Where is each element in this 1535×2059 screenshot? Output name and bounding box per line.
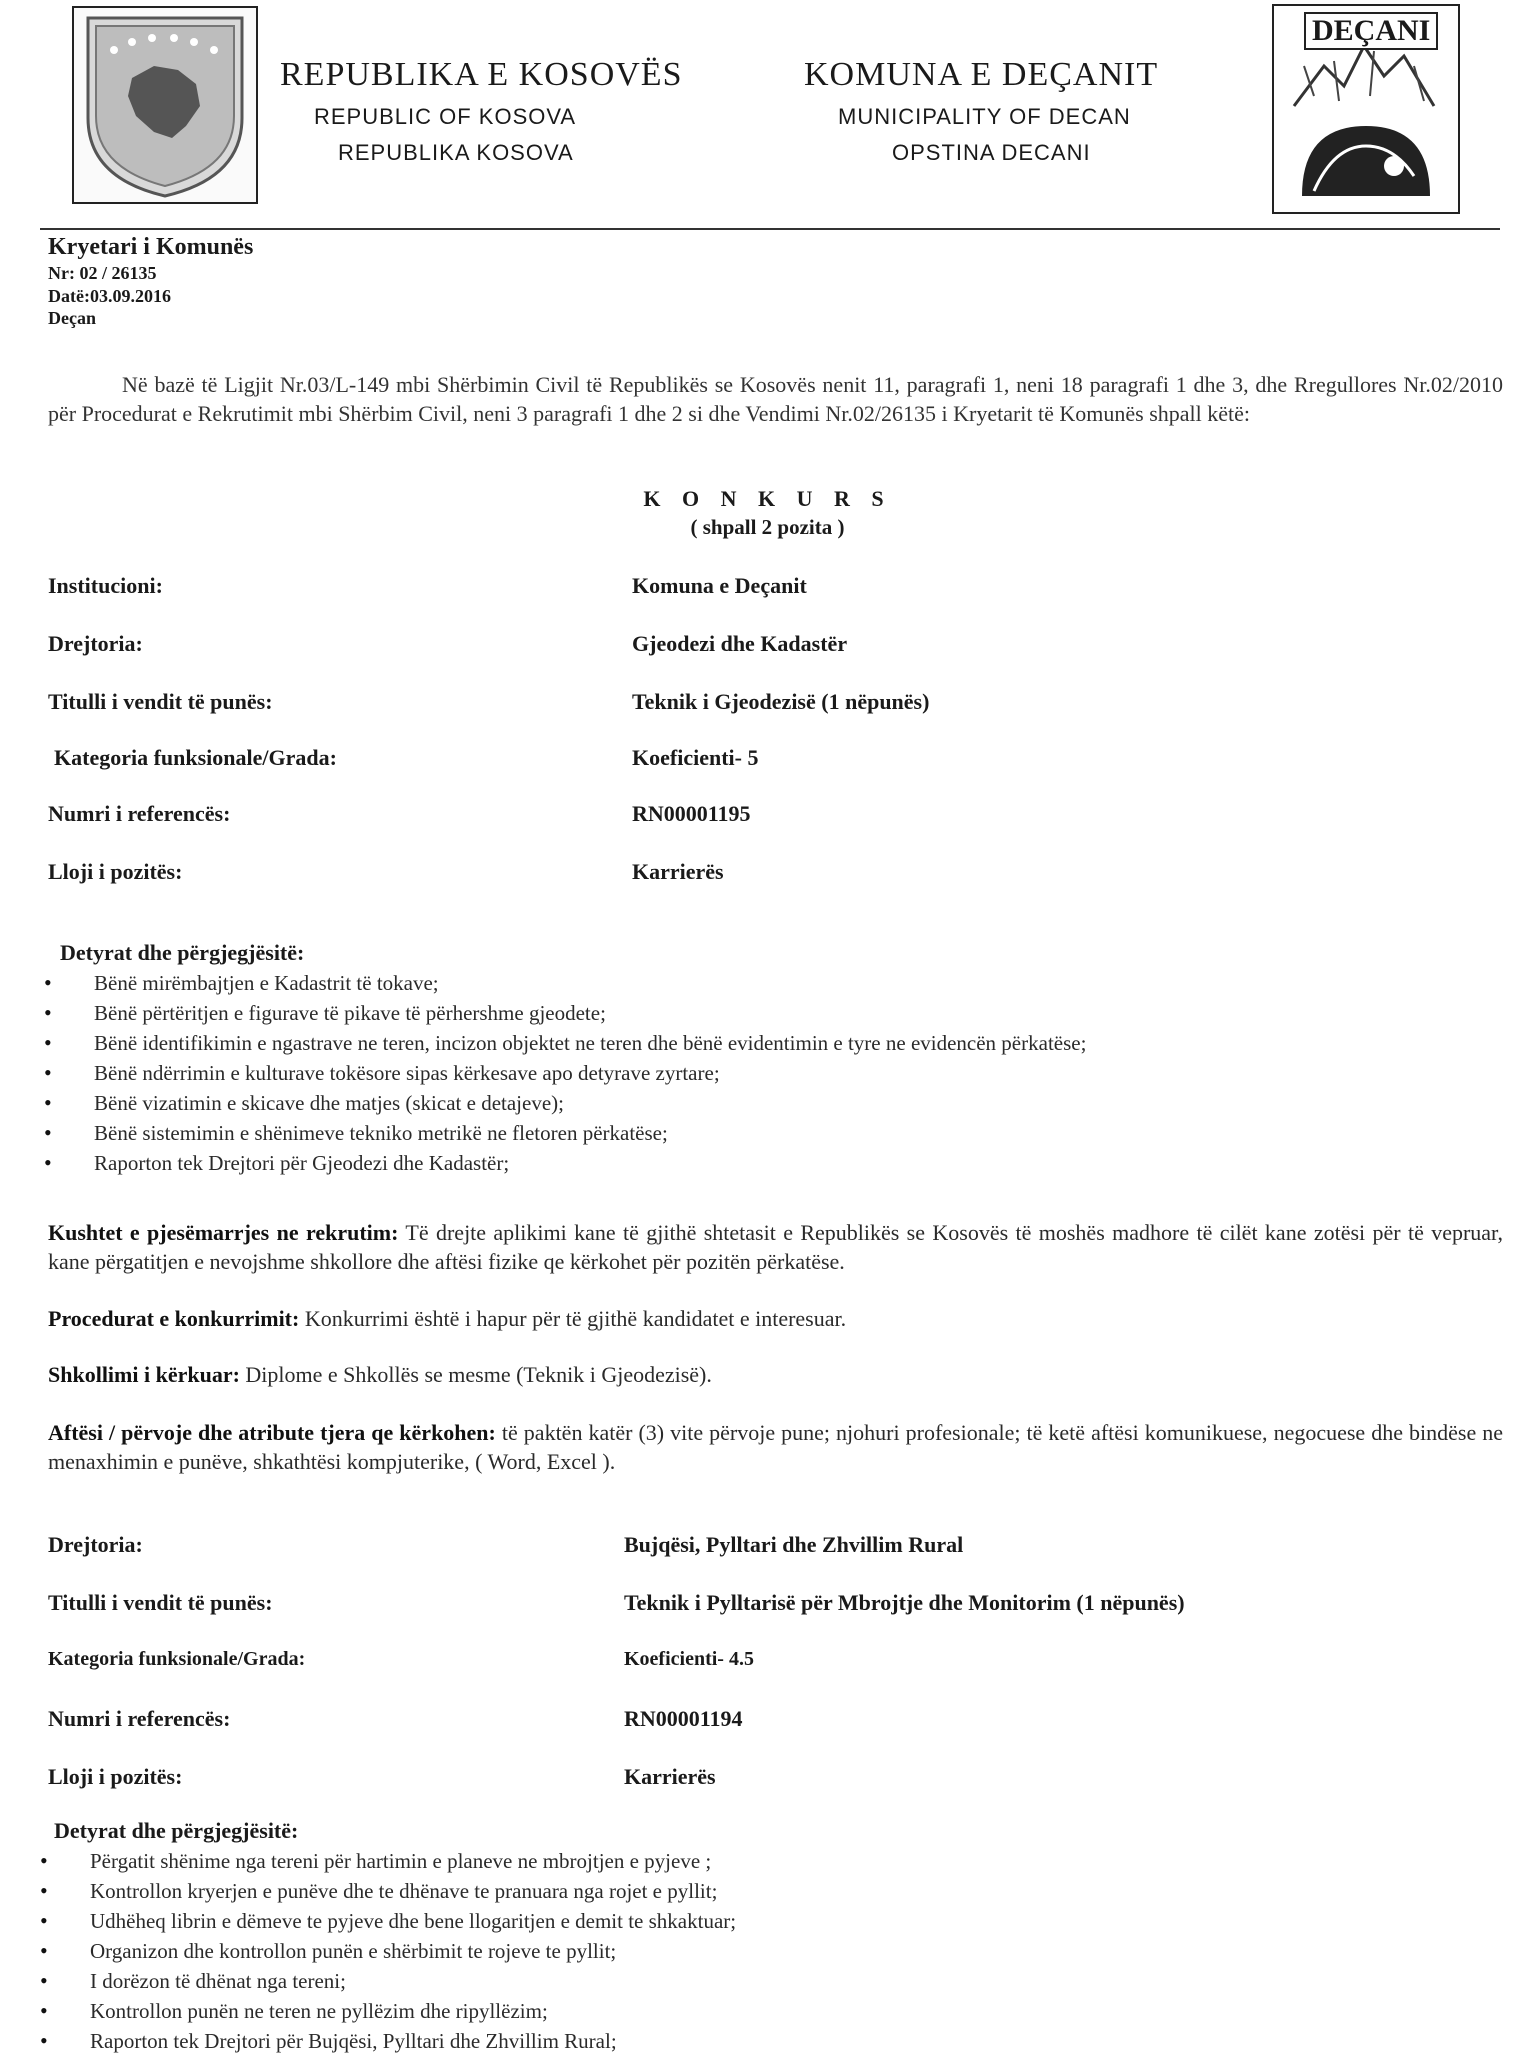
conditions-paragraph [48,1218,1503,1276]
procedures-label: Procedurat e konkurrimit: [48,1306,300,1331]
position-type-label: Lloji i pozitës: [48,859,183,884]
education-text: Diplome e Shkollës se mesme (Teknik i Gjeodezisë). [245,1362,712,1387]
reference2-value: RN00001194 [624,1706,743,1731]
list-item: • Bënë përtëritjen e figurave të pikave të përhershme gjeodete; [44,998,1086,1028]
list-item: • Udhëheq librin e dëmeve te pyjeve dhe bene llogaritjen e demit te shkaktuar; [40,1906,736,1936]
institution-value: Komuna e Deçanit [632,573,807,598]
list-item: • Raporton tek Drejtori për Bujqësi, Pylltari dhe Zhvillim Rural; [40,2026,736,2056]
mayor-title: Kryetari i Komunës [48,234,254,260]
position-type2-value: Karrierës [624,1764,716,1789]
intro-paragraph [48,370,1503,428]
job-title-label: Titulli i vendit të punës: [48,689,273,714]
kosovo-emblem [72,6,258,204]
konkurs-title: K O N K U R S [643,486,892,511]
intro-text: Në bazë të Ligjit Nr.03/L-149 mbi Shërbimin Civil të Republikës se Kosovës nenit 11, paragrafi 1, neni 18 paragrafi 1 dhe 3, dhe Rregullores Nr.02/2010 për Procedurat e Rekrutimit mbi Shërbim Civil, neni 3 paragrafi 1 dhe 2 si dhe Vendimi Nr.02/26135 i Kryetarit të Komunës shpall këtë: [48,372,1503,426]
reference-value: RN00001195 [632,801,751,826]
skills-text: të paktën katër (3) vite përvoje pune; njohuri profesionale; të ketë aftësi komunikuese, negocuese dhe bindëse ne menaxhimin e punëve, shkathtësi kompjuterike, ( Word, Excel ). [48,1420,1503,1474]
category2-value: Koeficienti- 4.5 [624,1648,754,1670]
list-item: • Kontrollon punën ne teren ne pyllëzim dhe ripyllëzim; [40,1996,736,2026]
skills-paragraph [48,1418,1503,1476]
directorate-value: Gjeodezi dhe Kadastër [632,631,848,656]
list-item: • Bënë ndërrimin e kulturave tokësore sipas kërkesave apo detyrave zyrtare; [44,1058,1086,1088]
list-item: • Bënë vizatimin e skicave dhe matjes (skicat e detajeve); [44,1088,1086,1118]
document-place: Deçan [48,308,96,328]
education-label: Shkollimi i kërkuar: [48,1362,240,1387]
list-item: • Kontrollon kryerjen e punëve dhe te dhënave te pranuara nga rojet e pyllit; [40,1876,736,1906]
list-item: • I dorëzon të dhënat nga tereni; [40,1966,736,1996]
list-item: • Bënë identifikimin e ngastrave ne teren, incizon objektet ne teren dhe bënë evidentimin e tyre ne evidencën përkatëse; [44,1028,1086,1058]
directorate2-value: Bujqësi, Pylltari dhe Zhvillim Rural [624,1532,964,1557]
reference-label: Numri i referencës: [48,801,231,826]
document-date: Datë:03.09.2016 [48,285,171,306]
list-item: • Bënë mirëmbajtjen e Kadastrit të tokave; [44,968,1086,998]
conditions-label: Kushtet e pjesëmarrjes ne rekrutim: [48,1220,399,1245]
category-value: Koeficienti- 5 [632,745,759,770]
header-divider [40,228,1500,230]
category-label: Kategoria funksionale/Grada: [54,745,337,770]
logo-text: DEÇANI [1304,12,1438,50]
education-paragraph [48,1360,1503,1389]
mayor-block [48,232,253,330]
directorate2-label: Drejtoria: [48,1532,143,1557]
document-number: Nr: 02 / 26135 [48,263,157,283]
header-right-sub1: MUNICIPALITY OF DECAN [838,104,1131,129]
skills-label: Aftësi / përvoje dhe atribute tjera qe kërkohen: [48,1420,496,1445]
directorate-label: Drejtoria: [48,631,143,656]
conditions-text: Të drejte aplikimi kane të gjithë shtetasit e Republikës se Kosovës të moshës madhore të cilët kane zotësi për të vepruar, kane përgatitjen e nevojshme shkollore dhe aftësi fizike qe kërkohet për pozitën përkatëse. [48,1220,1504,1274]
duties2-heading: Detyrat dhe përgjegjësitë: [54,1818,299,1843]
duties2-list [40,1846,736,2056]
list-item: • Bënë sistemimin e shënimeve tekniko metrikë ne fletoren përkatëse; [44,1118,1086,1148]
position-type-value: Karrierës [632,859,724,884]
institution-label: Institucioni: [48,573,163,598]
list-item: • Përgatit shënime nga tereni për hartimin e planeve ne mbrojtjen e pyjeve ; [40,1846,736,1876]
duties-heading: Detyrat dhe përgjegjësitë: [60,940,305,965]
list-item: • Raporton tek Drejtori për Gjeodezi dhe Kadastër; [44,1148,1086,1178]
reference2-label: Numri i referencës: [48,1706,231,1731]
job-title-value: Teknik i Gjeodezisë (1 nëpunës) [632,689,930,714]
header-left-sub2: REPUBLIKA KOSOVA [338,140,574,165]
header-left-title: REPUBLIKA E KOSOVËS [280,56,683,93]
procedures-paragraph [48,1304,1503,1333]
position-type2-label: Lloji i pozitës: [48,1764,183,1789]
list-item: • Organizon dhe kontrollon punën e shërbimit te rojeve te pyllit; [40,1936,736,1966]
procedures-text: Konkurrimi është i hapur për të gjithë kandidatet e interesuar. [304,1306,847,1331]
konkurs-subtitle: ( shpall 2 pozita ) [690,515,845,539]
job-title2-value: Teknik i Pylltarisë për Mbrojtje dhe Monitorim (1 nëpunës) [624,1590,1185,1615]
decani-logo [1272,4,1460,214]
header-right-title: KOMUNA E DEÇANIT [804,56,1159,93]
header-right-sub2: OPSTINA DECANI [892,140,1091,165]
header-left-sub1: REPUBLIC OF KOSOVA [314,104,577,129]
job-title2-label: Titulli i vendit të punës: [48,1590,273,1615]
duties-list [44,968,1086,1178]
category2-label: Kategoria funksionale/Grada: [48,1648,306,1670]
emblem-shield-icon [74,8,256,202]
